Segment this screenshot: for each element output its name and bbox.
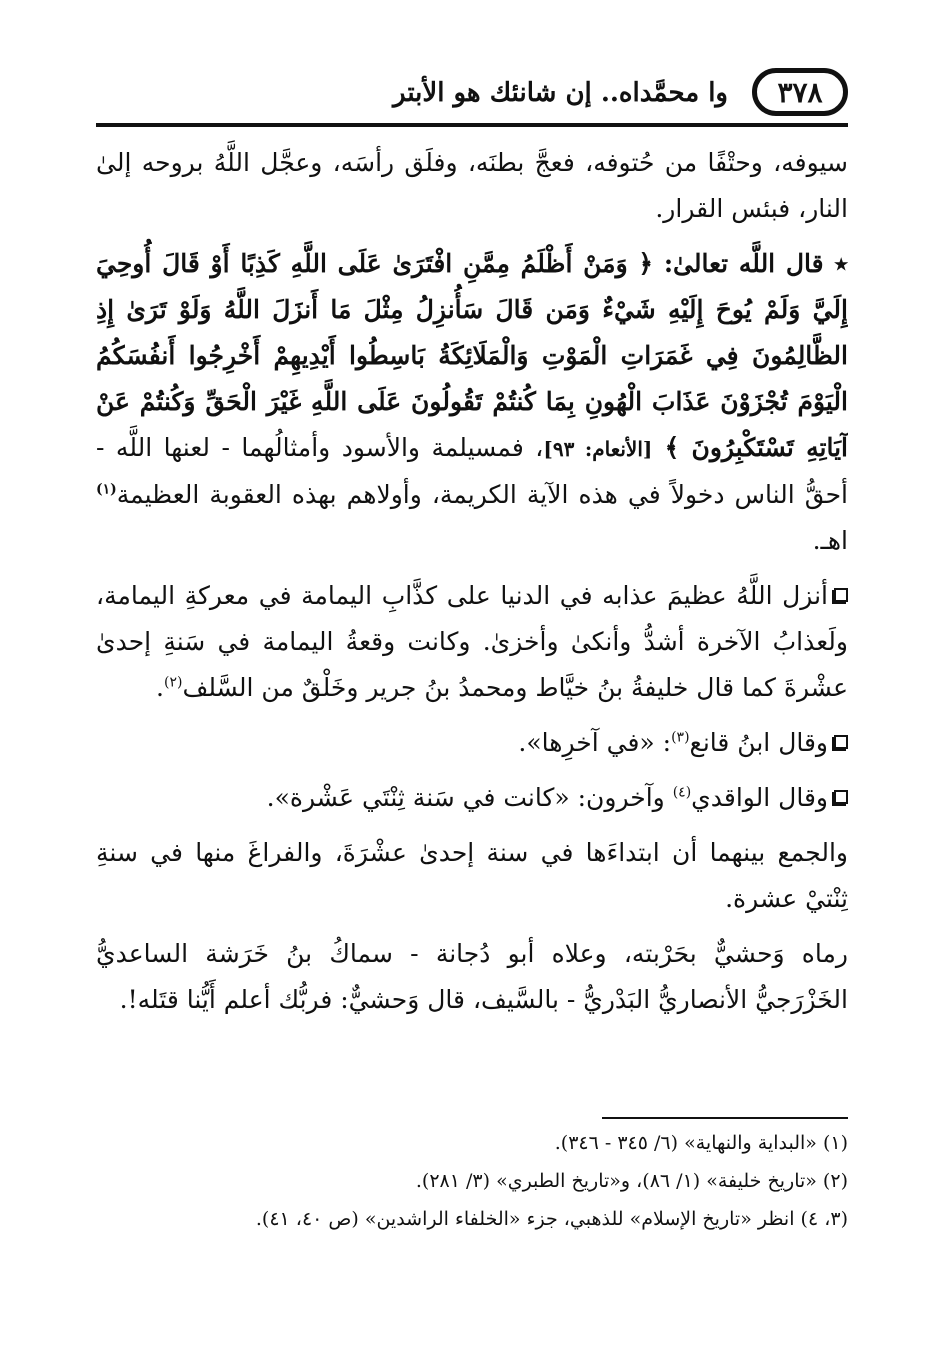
paragraph-5-text: وقال الواقدي <box>691 783 828 812</box>
paragraph-2 <box>96 241 848 564</box>
footnotes <box>96 1124 848 1238</box>
paragraph-4 <box>96 720 848 766</box>
verse-citation: [الأنعام: ٩٣] <box>543 437 653 461</box>
quran-verse: ﴿ وَمَنْ أَظْلَمُ مِمَّنِ افْتَرَىٰ عَلَى اللَّهِ كَذِبًا أَوْ قَالَ أُوحِيَ إِلَيَّ وَلَمْ يُوحَ إِلَيْهِ شَيْءٌ وَمَن قَالَ سَأُنزِلُ مِثْلَ مَا أَنزَلَ اللَّهُ وَلَوْ تَرَىٰ إِذِ الظَّالِمُونَ فِي غَمَرَاتِ الْمَوْتِ وَالْمَلَائِكَةُ بَاسِطُوا أَيْدِيهِمْ أَخْرِجُوا أَنفُسَكُمُ الْيَوْمَ تُجْزَوْنَ عَذَابَ الْهُونِ بِمَا كُنتُمْ تَقُولُونَ عَلَى اللَّهِ غَيْرَ الْحَقِّ وَكُنتُمْ عَنْ آيَاتِهِ تَسْتَكْبِرُونَ ﴾ <box>96 249 848 462</box>
header-rule <box>96 123 848 127</box>
paragraph-5 <box>96 775 848 821</box>
paragraph-4-text: وقال ابنُ قانع <box>689 728 828 757</box>
body-text <box>96 140 848 1090</box>
running-title: وا محمَّداه.. إن شانئك هو الأبتر <box>392 78 728 108</box>
asterisk-marker: ٭ <box>823 249 848 278</box>
footnote-2: (٢) «تاريخ خليفة» (١/ ٨٦)، و«تاريخ الطبري» (٣/ ٢٨١). <box>415 1170 848 1192</box>
footnote-ref-2[interactable]: (٢) <box>163 674 183 691</box>
footnote-ref-4[interactable]: (٤) <box>672 784 692 801</box>
footnote-separator <box>602 1117 848 1119</box>
page-header <box>96 68 848 124</box>
paragraph-1-text: سيوفه، وحتْفًا من حُتوفه، فعجَّ بطنَه، وفلَق رأسَه، وعجَّل اللَّهُ بروحه إلىٰ النار، فبئس القرار. <box>96 148 848 223</box>
footnote-3: (٣، ٤) انظر «تاريخ الإسلام» للذهبي، جزء «الخلفاء الراشدين» (ص ٤٠، ٤١). <box>255 1208 848 1230</box>
paragraph-3-text: أنزل اللَّهُ عظيمَ عذابه في الدنيا على كذَّابِ اليمامة في معركةِ اليمامة، ولَعذابُ الآخرة أشدُّ وأنكىٰ وأخزىٰ. وكانت وقعةُ اليمامة في سَنةِ إحدىٰ عشْرةَ كما قال خليفةُ بنُ خيَّاط ومحمدُ بنُ جرير وخَلْقٌ من السَّلف <box>96 581 848 702</box>
square-bullet-icon <box>834 735 848 749</box>
square-bullet-icon <box>834 588 848 602</box>
paragraph-6 <box>96 830 848 922</box>
verse-intro: قال اللَّه تعالىٰ: <box>663 249 824 278</box>
paragraph-3-end: . <box>156 673 164 702</box>
paragraph-4-rest: : «في آخرِها». <box>518 728 672 757</box>
paragraph-2-rest: ، فمسيلمة والأسود وأمثالُهما - لعنها اللَّه - أحقُّ الناس دخولاً في هذه الآية الكريمة، وأولاهم بهذه العقوبة العظيمة <box>96 433 848 509</box>
paragraph-2-end: اهـ. <box>812 526 848 555</box>
page-number: ٣٧٨ <box>752 68 848 116</box>
paragraph-1 <box>96 140 848 232</box>
footnote-ref-3[interactable]: (٣) <box>671 729 690 746</box>
paragraph-5-rest: وآخرون: «كانت في سَنة ثِنْتَي عَشْرة». <box>266 783 673 812</box>
footnote-ref-1[interactable]: (١) <box>96 481 117 498</box>
paragraph-7 <box>96 931 848 1023</box>
footnote-1: (١) «البداية والنهاية» (٦/ ٣٤٥ - ٣٤٦). <box>554 1132 848 1154</box>
square-bullet-icon <box>834 790 848 804</box>
paragraph-7-text: رماه وَحشيٌّ بحَرْبته، وعلاه أبو دُجانة - سماكُ بنُ خَرَشة الساعديُّ الخَزْرَجيُّ الأنصاريُّ البَدْريُّ - بالسَّيف، قال وَحشيٌّ: فربُّك أعلم أَيُّنا قتَله!. <box>96 939 848 1014</box>
paragraph-6-text: والجمع بينهما أن ابتداءَها في سنة إحدىٰ عشْرَةَ، والفراغَ منها في سنةِ ثِنْتيْ عشرة. <box>96 838 848 913</box>
paragraph-3 <box>96 573 848 711</box>
